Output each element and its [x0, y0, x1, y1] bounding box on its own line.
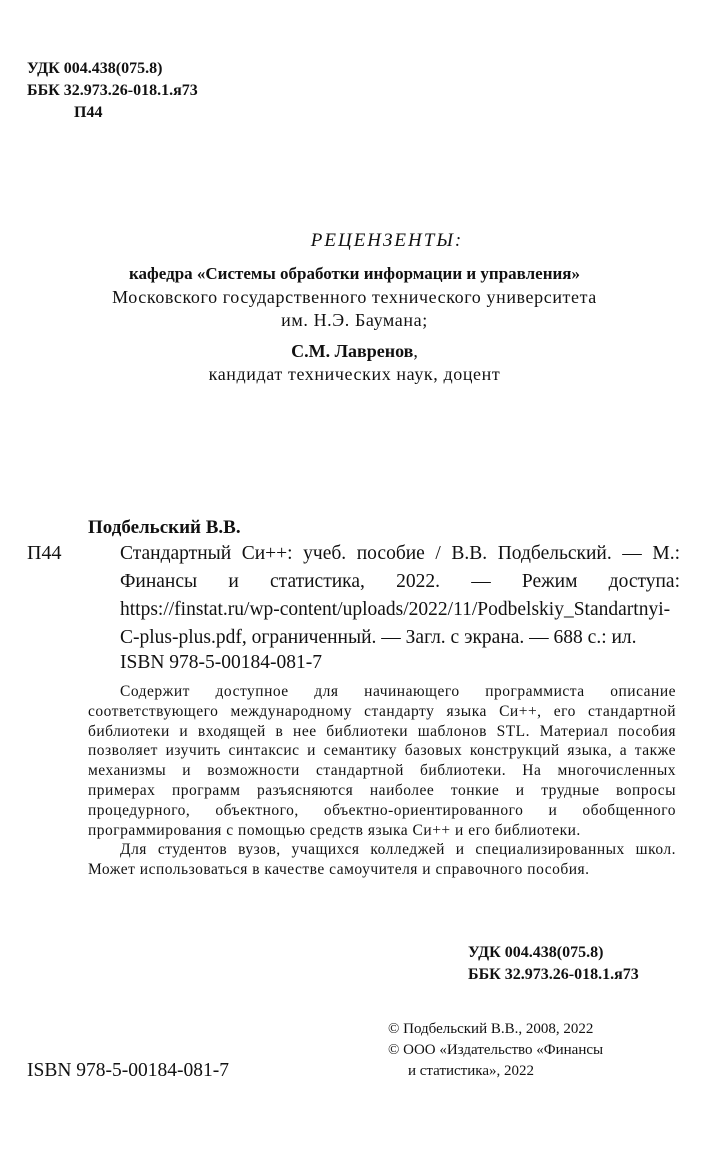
annotation: [88, 682, 676, 880]
footer-bbk: ББК 32.973.26-018.1.я73: [468, 966, 639, 983]
copyright-publisher: © ООО «Издательство «Финансы: [388, 1042, 604, 1058]
reviewer-department: кафедра «Системы обработки информации и управления»: [128, 264, 580, 283]
bbk-code: ББК 32.973.26-018.1.я73: [27, 82, 198, 99]
reviewers-heading: РЕЦЕНЗЕНТЫ:: [310, 230, 464, 251]
bib-description: Стандартный Си++: учеб. пособие / В.В. Подбельский. — М.: Финансы и статистика, 2022. — Режим доступа: https://finstat.ru/wp-content/uploads/2022/11/Podbelskiy_Standartnyi-C-plus-plus.pdf, ограниченный. — Загл. с экрана. — 688 с.: ил.: [120, 543, 680, 648]
copyright-author: © Подбельский В.В., 2008, 2022: [388, 1021, 594, 1037]
bib-author: Подбельский В.В.: [88, 517, 241, 538]
reviewer-person: [0, 339, 709, 363]
reviewer-person-name: С.М. Лавренов: [291, 341, 414, 361]
reviewer-university-line2: им. Н.Э. Баумана;: [281, 310, 428, 330]
footer-codes: [468, 942, 639, 986]
reviewer-person-comma: ,: [413, 341, 418, 361]
copyright-publisher-cont: и статистика», 2022: [408, 1063, 534, 1079]
reviewers-block: [0, 230, 709, 386]
footer-udk: УДК 004.438(075.8): [468, 944, 604, 961]
classification-codes: [27, 58, 198, 124]
bib-index: П44: [27, 542, 62, 564]
author-index: П44: [74, 104, 103, 121]
copyright-block: [388, 1019, 603, 1082]
bib-isbn: ISBN 978-5-00184-081-7: [120, 652, 323, 673]
reviewer-university-line1: Московского государственного технического университета: [112, 287, 597, 307]
reviewer-person-title: кандидат технических наук, доцент: [208, 364, 501, 384]
annotation-paragraph-1: Содержит доступное для начинающего программиста описание соответствующего международному стандарту языка Си++, его стандартной библиотеки и входящей в нее библиотеки шаблонов STL. Материал пособия позволяет изучить синтаксис и семантику базовых конструкций языка, а также механизмы и возможности стандартной библиотеки. На многочисленных примерах программ разъясняются наиболее тонкие и трудные вопросы процедурного, объектного, объектно-ориентированного и обобщенного программирования с помощью средств языка Си++ и его библиотеки.: [88, 683, 676, 839]
footer-isbn: ISBN 978-5-00184-081-7: [27, 1060, 230, 1081]
annotation-paragraph-2: Для студентов вузов, учащихся колледжей и специализированных школ. Может использоваться в качестве самоучителя и справочного пособия.: [88, 841, 676, 879]
udk-code: УДК 004.438(075.8): [27, 60, 163, 77]
